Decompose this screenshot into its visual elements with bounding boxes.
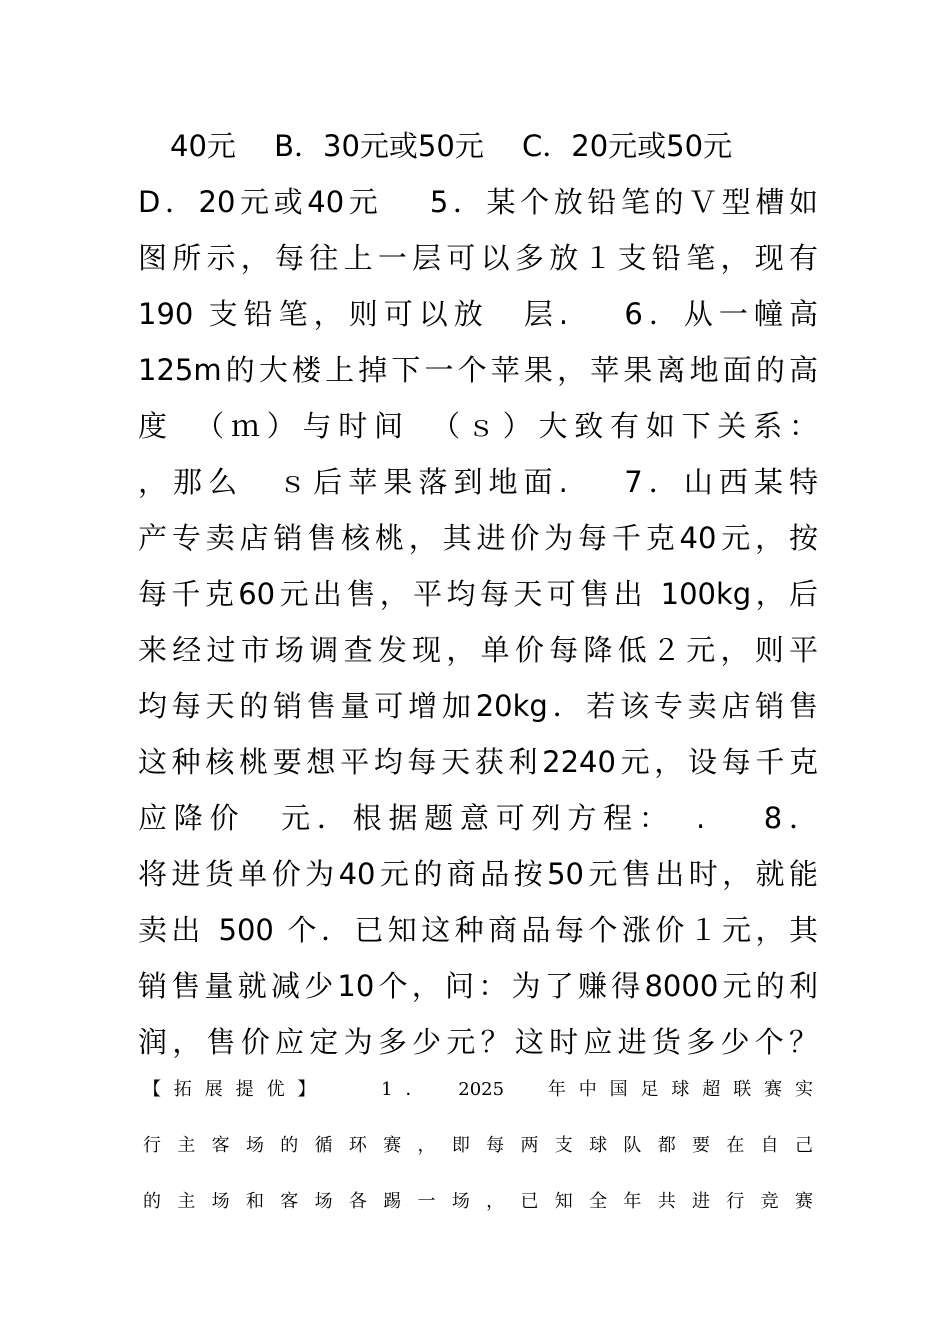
text-line: 40元 B．30元或50元 C．20元或50元 xyxy=(170,129,733,163)
text-line: D．20元或40元 5．某个放铅笔的Ｖ型槽如 xyxy=(138,185,818,219)
extension-text-line: 【拓展提优】 1． 2025 年中国足球超联赛实 xyxy=(143,1079,813,1100)
text-line: 润，售价应定为多少元？这时应进货多少个？ xyxy=(138,1025,818,1059)
text-line: 图所示，每往上一层可以多放１支铅笔，现有 xyxy=(138,241,818,275)
text-line: 均每天的销售量可增加20kg．若该专卖店销售 xyxy=(138,689,818,723)
text-line: 产专卖店销售核桃，其进价为每千克40元，按 xyxy=(138,521,818,555)
text-line: 度 （ｍ）与时间 （ｓ）大致有如下关系： xyxy=(138,409,818,443)
text-line: 应降价 元．根据题意可列方程： . 8． xyxy=(138,801,818,835)
text-line: 卖出 500 个．已知这种商品每个涨价１元，其 xyxy=(138,913,818,947)
text-line: 每千克60元出售，平均每天可售出 100kg，后 xyxy=(138,577,818,611)
text-line: 将进货单价为40元的商品按50元售出时，就能 xyxy=(138,857,818,891)
text-line: 来经过市场调查发现，单价每降低２元，则平 xyxy=(138,633,818,667)
extension-text-line: 的主场和客场各踢一场，已知全年共进行竞赛 xyxy=(143,1191,813,1212)
extension-text-line: 行主客场的循环赛，即每两支球队都要在自己 xyxy=(143,1135,813,1156)
text-line: 125m的大楼上掉下一个苹果，苹果离地面的高 xyxy=(138,353,818,387)
text-line: 这种核桃要想平均每天获利2240元，设每千克 xyxy=(138,745,818,779)
text-line: 销售量就减少10个，问：为了赚得8000元的利 xyxy=(138,969,818,1003)
text-line: 190 支铅笔，则可以放 层. 6．从一幢高 xyxy=(138,297,818,331)
text-line: ，那么 ｓ后苹果落到地面. 7．山西某特 xyxy=(138,465,818,499)
